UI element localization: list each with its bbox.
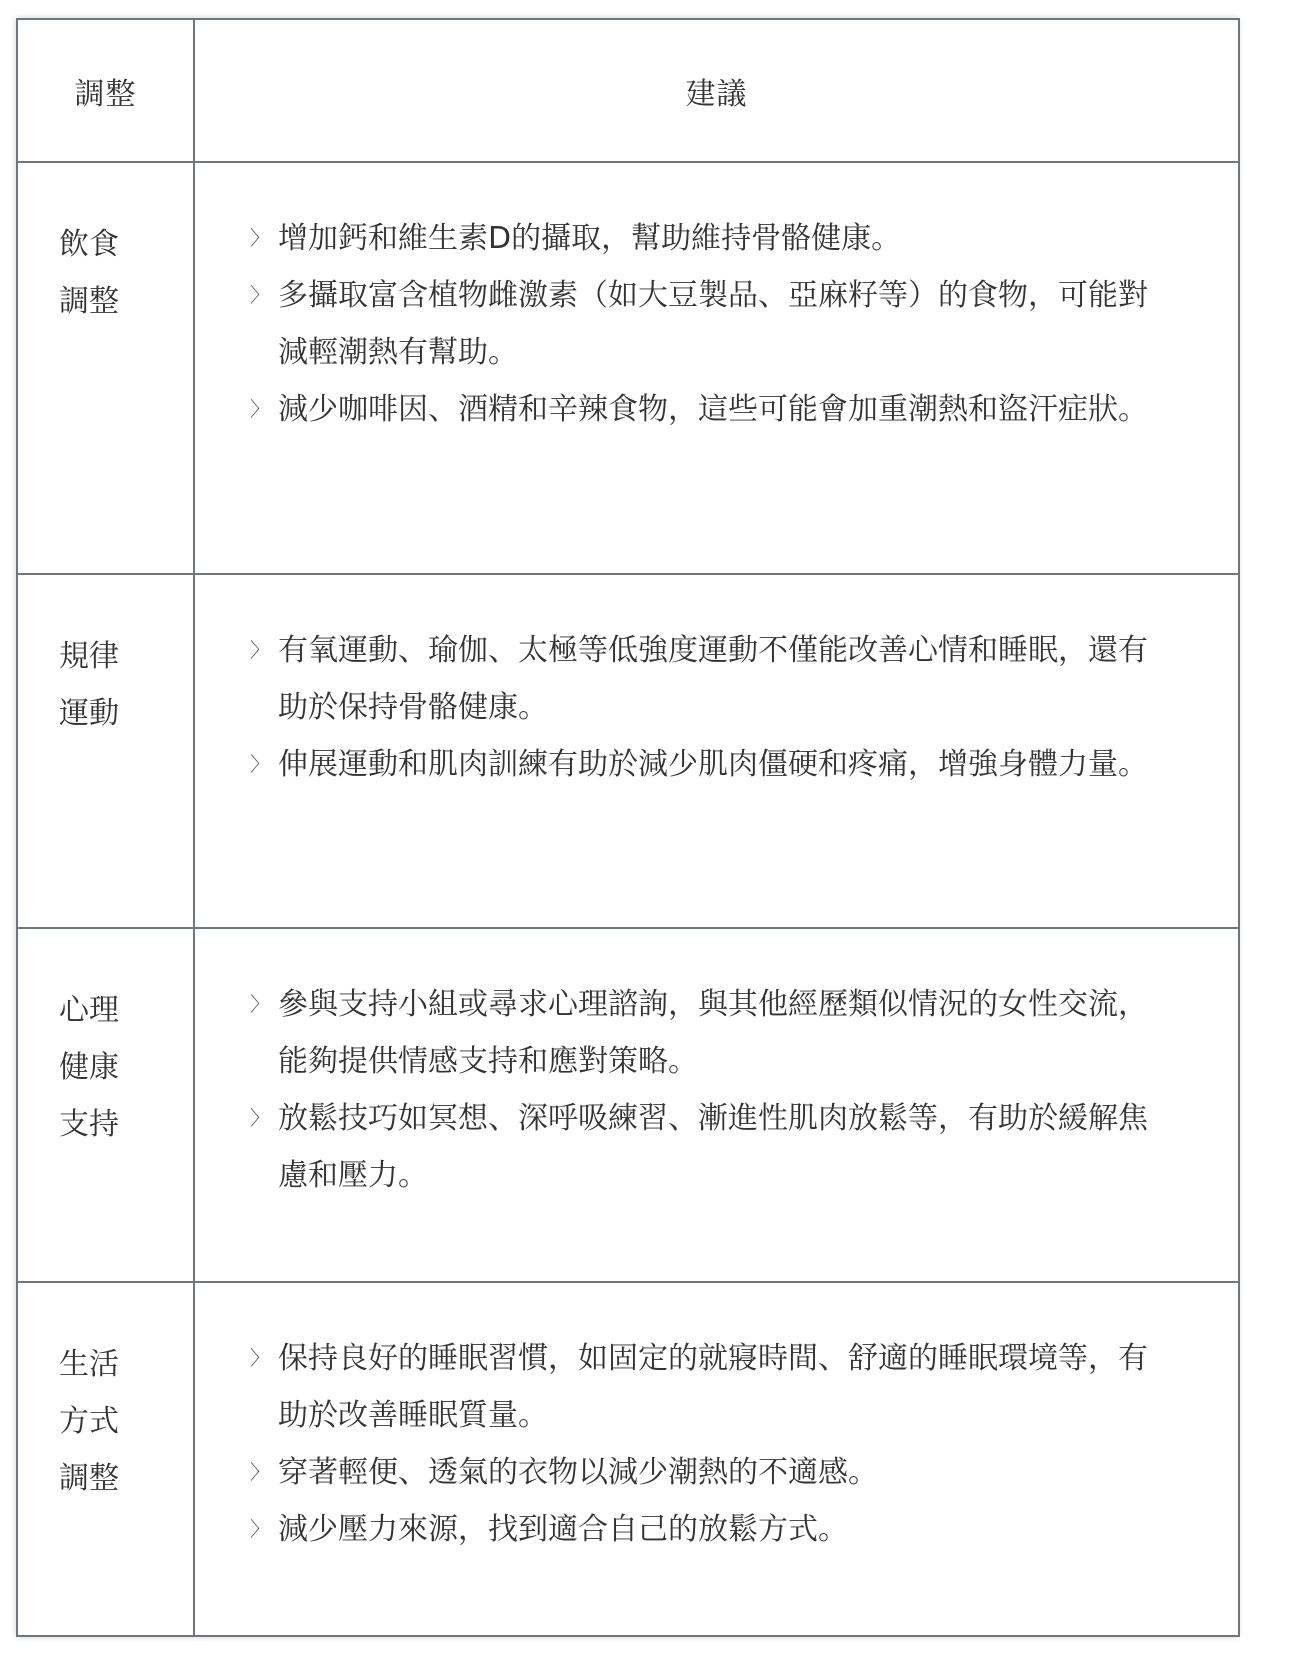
tips-list	[196, 164, 1237, 438]
list-item	[250, 976, 1177, 1090]
table-row	[17, 574, 1239, 928]
list-item	[250, 267, 1177, 381]
category-label: 心理 健康 支持	[59, 993, 119, 1142]
chevron-right-icon: 〉	[250, 638, 270, 662]
tips-cell	[194, 928, 1239, 1282]
tips-cell	[194, 1282, 1239, 1636]
tip-text: 參與支持小組或尋求心理諮詢，與其他經歷類似情況的女性交流，能夠提供情感支持和應對策略。	[278, 987, 1148, 1079]
category-cell	[17, 574, 194, 928]
category-label: 飲食 調整	[59, 227, 119, 319]
category-cell	[17, 1282, 194, 1636]
chevron-right-icon: 〉	[250, 992, 270, 1016]
chevron-right-icon: 〉	[250, 226, 270, 250]
chevron-right-icon: 〉	[250, 283, 270, 307]
category-label: 規律 運動	[59, 639, 119, 731]
advice-table	[16, 18, 1240, 1637]
tip-text: 穿著輕便、透氣的衣物以減少潮熱的不適感。	[278, 1455, 878, 1490]
chevron-right-icon: 〉	[250, 1346, 270, 1370]
tips-list	[196, 576, 1237, 793]
list-item	[250, 1444, 1177, 1501]
list-item	[250, 1501, 1177, 1558]
tips-list	[196, 930, 1237, 1204]
tip-text: 放鬆技巧如冥想、深呼吸練習、漸進性肌肉放鬆等，有助於緩解焦慮和壓力。	[278, 1101, 1148, 1193]
category-cell	[17, 162, 194, 574]
list-item	[250, 736, 1177, 793]
tip-text: 增加鈣和維生素D的攝取，幫助維持骨骼健康。	[278, 221, 902, 256]
tip-text: 減少壓力來源，找到適合自己的放鬆方式。	[278, 1512, 848, 1547]
header-row	[17, 19, 1239, 162]
tip-text: 有氧運動、瑜伽、太極等低強度運動不僅能改善心情和睡眠，還有助於保持骨骼健康。	[278, 633, 1148, 725]
chevron-right-icon: 〉	[250, 752, 270, 776]
tips-list	[196, 1284, 1237, 1558]
category-label: 生活 方式 調整	[59, 1347, 119, 1496]
list-item	[250, 1090, 1177, 1204]
chevron-right-icon: 〉	[250, 1517, 270, 1541]
header-adjustment: 調整	[17, 19, 194, 162]
list-item	[250, 1330, 1177, 1444]
chevron-right-icon: 〉	[250, 397, 270, 421]
tips-cell	[194, 574, 1239, 928]
table-row	[17, 1282, 1239, 1636]
tip-text: 多攝取富含植物雌激素（如大豆製品、亞麻籽等）的食物，可能對減輕潮熱有幫助。	[278, 278, 1148, 370]
header-suggestion: 建議	[194, 19, 1239, 162]
table-row	[17, 162, 1239, 574]
list-item	[250, 381, 1177, 438]
tip-text: 減少咖啡因、酒精和辛辣食物，這些可能會加重潮熱和盜汗症狀。	[278, 392, 1148, 427]
category-cell	[17, 928, 194, 1282]
tip-text: 保持良好的睡眠習慣，如固定的就寢時間、舒適的睡眠環境等，有助於改善睡眠質量。	[278, 1341, 1148, 1433]
chevron-right-icon: 〉	[250, 1460, 270, 1484]
list-item	[250, 210, 1177, 267]
chevron-right-icon: 〉	[250, 1106, 270, 1130]
tips-cell	[194, 162, 1239, 574]
advice-table-container	[16, 18, 1238, 1637]
list-item	[250, 622, 1177, 736]
table-row	[17, 928, 1239, 1282]
tip-text: 伸展運動和肌肉訓練有助於減少肌肉僵硬和疼痛，增強身體力量。	[278, 747, 1148, 782]
